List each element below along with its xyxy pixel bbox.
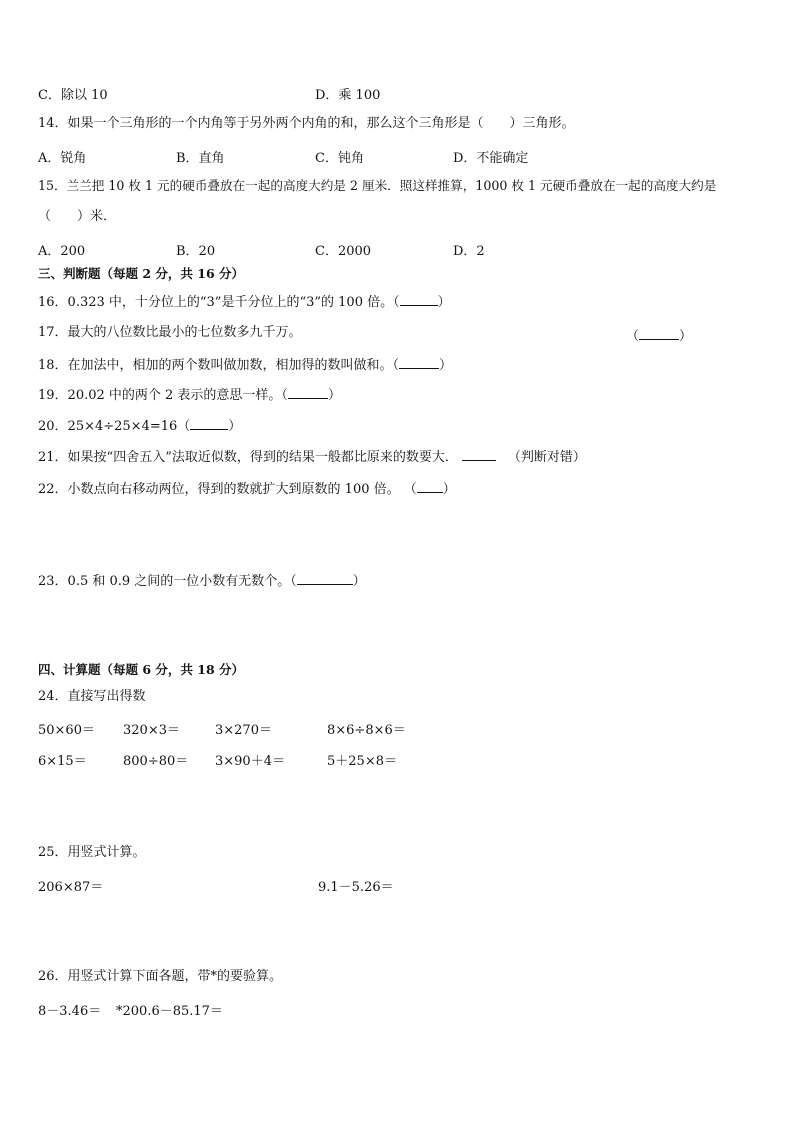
q13-option-c: C．除以 10	[38, 88, 108, 103]
q20-answer-blank[interactable]	[190, 417, 228, 430]
question-19	[38, 386, 341, 404]
q24-r1-c1: 50×60＝	[38, 723, 95, 738]
q14-option-c: C．钝角	[315, 151, 364, 166]
question-18	[38, 356, 452, 374]
question-16	[38, 293, 451, 311]
q25-item-2: 9.1－5.26＝	[318, 880, 394, 895]
q17-answer	[626, 325, 692, 344]
question-14: 14．如果一个三角形的一个内角等于另外两个内角的和，那么这个三角形是（ ）三角形。	[38, 116, 575, 131]
q25-item-1: 206×87＝	[38, 880, 104, 895]
q19-text: 19．20.02 中的两个 2 表示的意思一样。（	[38, 388, 288, 403]
question-23	[38, 572, 366, 590]
q22-paren-close: ）	[442, 482, 456, 497]
q24-r1-c4: 8×6÷8×6＝	[327, 723, 406, 738]
q16-text: 16．0.323 中，十分位上的“3”是千分位上的“3”的 100 倍。（	[38, 295, 400, 310]
q17-paren-close: ）	[679, 329, 693, 344]
q23-answer-blank[interactable]	[297, 572, 353, 585]
q22-answer-blank[interactable]	[417, 480, 443, 493]
question-15-line1: 15．兰兰把 10 枚 1 元的硬币叠放在一起的高度大约是 2 厘米．照这样推算，1000 枚 1 元硬币叠放在一起的高度大约是	[38, 178, 717, 193]
q21-answer-blank[interactable]	[462, 448, 496, 461]
q18-paren-close: ）	[439, 358, 453, 373]
q19-answer-blank[interactable]	[288, 386, 328, 399]
q13-option-d: D．乘 100	[315, 88, 381, 103]
q17-answer-blank[interactable]	[639, 327, 679, 340]
q24-r2-c1: 6×15＝	[38, 754, 87, 769]
q15-option-c: C．2000	[315, 244, 372, 259]
q16-answer-blank[interactable]	[400, 293, 438, 306]
section-3-title: 三、判断题（每题 2 分，共 16 分）	[38, 266, 245, 281]
q24-r2-c2: 800÷80＝	[123, 754, 189, 769]
question-15-line2: （ ）米．	[38, 209, 117, 224]
question-25-title: 25．用竖式计算。	[38, 845, 146, 860]
q22-text: 22．小数点向右移动两位，得到的数就扩大到原数的 100 倍。 （	[38, 482, 417, 497]
question-22	[38, 480, 456, 498]
q24-r2-c4: 5＋25×8＝	[327, 754, 397, 769]
question-17: 17．最大的八位数比最小的七位数多九千万。	[38, 325, 302, 340]
q21-suffix: （判断对错）	[507, 450, 586, 465]
q21-text: 21．如果按“四舍五入”法取近似数，得到的结果一般都比原来的数要大．	[38, 450, 458, 465]
q26-item-1: 8－3.46＝	[38, 1004, 102, 1019]
q17-paren-open: （	[626, 329, 640, 344]
section-4-title: 四、计算题（每题 6 分，共 18 分）	[38, 662, 245, 677]
q15-option-d: D．2	[453, 244, 485, 259]
q14-option-a: A．锐角	[38, 151, 87, 166]
q18-answer-blank[interactable]	[399, 356, 439, 369]
question-24-title: 24．直接写出得数	[38, 689, 146, 704]
q14-option-b: B．直角	[176, 151, 225, 166]
q20-paren-close: ）	[228, 419, 242, 434]
q23-text: 23．0.5 和 0.9 之间的一位小数有无数个。（	[38, 574, 297, 589]
q15-option-a: A．200	[38, 244, 86, 259]
q18-text: 18．在加法中，相加的两个数叫做加数，相加得的数叫做和。（	[38, 358, 400, 373]
question-21	[38, 448, 586, 466]
q24-r1-c2: 320×3＝	[123, 723, 180, 738]
question-20	[38, 417, 241, 435]
q20-text: 20．25×4÷25×4=16（	[38, 419, 191, 434]
q16-paren-close: ）	[437, 295, 451, 310]
q15-option-b: B．20	[176, 244, 216, 259]
q24-r2-c3: 3×90＋4＝	[215, 754, 285, 769]
q24-r1-c3: 3×270＝	[215, 723, 272, 738]
q26-item-2: *200.6－85.17＝	[116, 1004, 223, 1019]
q19-paren-close: ）	[327, 388, 341, 403]
q23-paren-close: ）	[352, 574, 366, 589]
q14-option-d: D．不能确定	[453, 151, 529, 166]
question-26-title: 26．用竖式计算下面各题，带*的要验算。	[38, 969, 283, 984]
